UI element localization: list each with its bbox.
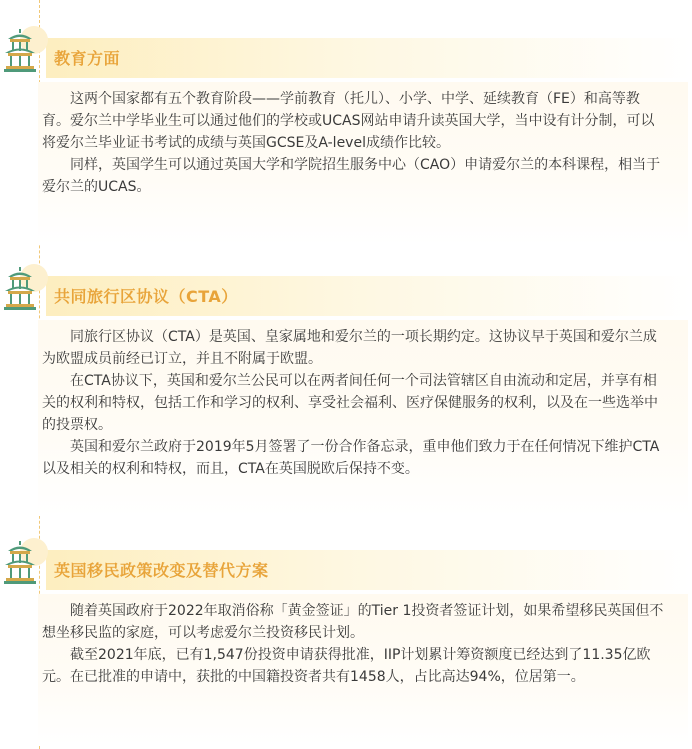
pavilion-icon (2, 26, 54, 76)
paragraph: 在CTA协议下，英国和爱尔兰公民可以在两者间任何一个司法管辖区自由流动和定居，并享有相关的权利和特权，包括工作和学习的权利、享受社会福利、医疗保健服务的权利，以及在一些选举中的投票权。 (42, 373, 658, 433)
paragraph: 英国和爱尔兰政府于2019年5月签署了一份合作备忘录，重申他们致力于在任何情况下维护CTA以及相关的权利和特权，而且，CTA在英国脱欧后保持不变。 (42, 439, 660, 477)
section-title: 教育方面 (54, 49, 121, 68)
pavilion-icon (2, 264, 54, 314)
pavilion-icon (2, 538, 54, 588)
section-header (0, 538, 692, 588)
paragraph: 随着英国政府于2022年取消俗称「黄金签证」的Tier 1投资者签证计划，如果希望移民英国但不想坐移民监的家庭，可以考虑爱尔兰投资移民计划。 (42, 603, 664, 641)
section-title: 英国移民政策改变及替代方案 (54, 561, 269, 580)
section-title: 共同旅行区协议（CTA） (54, 287, 238, 306)
section-header-bar (46, 38, 692, 78)
section-content-panel (38, 320, 688, 516)
section-content-panel (38, 82, 688, 244)
section-content-panel (38, 594, 688, 744)
paragraph: 同样，英国学生可以通过英国大学和学院招生服务中心（CAO）申请爱尔兰的本科课程，相当于爱尔兰的UCAS。 (42, 157, 661, 195)
paragraph: 这两个国家都有五个教育阶段——学前教育（托儿）、小学、中学、延续教育（FE）和高等教育。爱尔兰中学毕业生可以通过他们的学校或UCAS网站申请升读英国大学，当中设有计分制，可以将爱尔兰毕业证书考试的成绩与英国GCSE及A-level成绩作比较。 (42, 91, 655, 151)
paragraph: 同旅行区协议（CTA）是英国、皇家属地和爱尔兰的一项长期约定。这协议早于英国和爱尔兰成为欧盟成员前经已订立，并且不附属于欧盟。 (42, 329, 657, 367)
paragraph: 截至2021年底，已有1,547份投资申请获得批准，IIP计划累计筹资额度已经达到了11.35亿欧元。在已批准的申请中，获批的中国籍投资者共有1458人，占比高达94%，位居第一。 (42, 647, 651, 685)
section-header (0, 264, 692, 314)
section-header (0, 26, 692, 76)
